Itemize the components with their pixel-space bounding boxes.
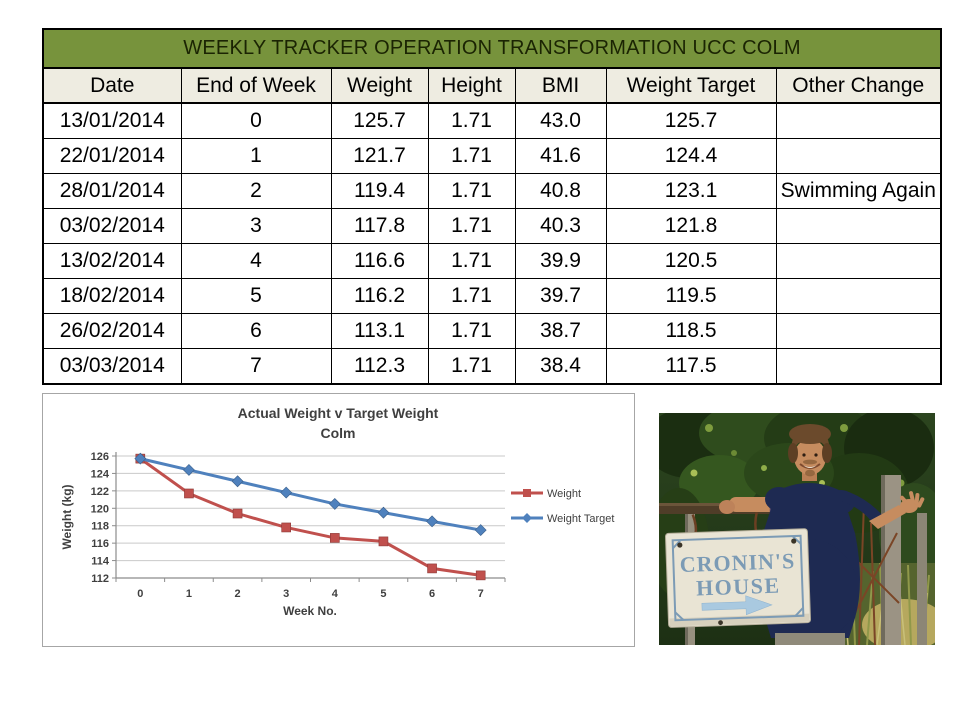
sign-text-line1: CRONIN'S [679, 548, 796, 578]
cell: 123.1 [606, 174, 776, 209]
data-point [329, 498, 340, 509]
table-row [43, 103, 941, 139]
data-point [427, 516, 438, 527]
cell: 39.7 [515, 279, 606, 314]
data-point [232, 476, 243, 487]
cell: 43.0 [515, 103, 606, 139]
table-row [43, 314, 941, 349]
column-header: Weight [331, 68, 428, 103]
cell [776, 103, 941, 139]
chart-subtitle: Colm [320, 425, 356, 441]
cell: 41.6 [515, 139, 606, 174]
x-tick-label: 7 [477, 588, 484, 600]
data-point [330, 533, 339, 542]
man-shorts [775, 633, 845, 645]
cell: 121.8 [606, 209, 776, 244]
cell: 112.3 [331, 349, 428, 385]
cell: 40.3 [515, 209, 606, 244]
table-row [43, 174, 941, 209]
cell: 120.5 [606, 244, 776, 279]
cell: 119.4 [331, 174, 428, 209]
cell: 116.2 [331, 279, 428, 314]
sign-text-line2: HOUSE [695, 572, 781, 601]
cell: 1.71 [428, 209, 515, 244]
cell [776, 139, 941, 174]
y-tick-label: 124 [90, 468, 109, 481]
cell: 118.5 [606, 314, 776, 349]
column-header: End of Week [181, 68, 331, 103]
cell: 116.6 [331, 244, 428, 279]
cell: 117.8 [331, 209, 428, 244]
table-row [43, 244, 941, 279]
cell [776, 244, 941, 279]
cell [776, 314, 941, 349]
photo-illustration [659, 413, 935, 645]
cell: 113.1 [331, 314, 428, 349]
tracker-table [42, 28, 942, 385]
cell: 117.5 [606, 349, 776, 385]
y-tick-label: 122 [90, 485, 109, 498]
x-tick-label: 6 [429, 588, 436, 600]
cell: 7 [181, 349, 331, 385]
cell: 125.7 [606, 103, 776, 139]
data-point [428, 564, 437, 573]
cell: 124.4 [606, 139, 776, 174]
y-tick-label: 116 [91, 538, 109, 551]
cell: 0 [181, 103, 331, 139]
table-row [43, 139, 941, 174]
photo-cronins-house [659, 413, 935, 645]
x-tick-label: 5 [380, 588, 387, 600]
y-tick-label: 120 [90, 503, 109, 516]
data-point [379, 537, 388, 546]
cell: 2 [181, 174, 331, 209]
legend-label-2: Weight Target [547, 513, 615, 525]
cell: 1.71 [428, 174, 515, 209]
cell: 1.71 [428, 349, 515, 385]
cell: 4 [181, 244, 331, 279]
legend-marker [522, 513, 532, 523]
cell: 03/02/2014 [43, 209, 181, 244]
table-row [43, 279, 941, 314]
cell: 38.7 [515, 314, 606, 349]
column-header: Height [428, 68, 515, 103]
cell: 1.71 [428, 103, 515, 139]
cell: 13/01/2014 [43, 103, 181, 139]
column-header: BMI [515, 68, 606, 103]
cell: 13/02/2014 [43, 244, 181, 279]
legend-marker [523, 489, 531, 497]
y-tick-label: 112 [91, 573, 109, 585]
x-tick-label: 2 [234, 588, 241, 600]
y-tick-label: 114 [91, 555, 109, 568]
cell: 6 [181, 314, 331, 349]
weight-chart-svg [43, 394, 632, 644]
cell: 119.5 [606, 279, 776, 314]
cell: 28/01/2014 [43, 174, 181, 209]
cell: 26/02/2014 [43, 314, 181, 349]
x-tick-label: 1 [185, 588, 192, 600]
y-tick-label: 118 [91, 520, 109, 533]
weight-chart [42, 393, 635, 647]
cell: 18/02/2014 [43, 279, 181, 314]
x-axis-label: Week No. [283, 604, 337, 618]
cell: 1.71 [428, 139, 515, 174]
cell: 121.7 [331, 139, 428, 174]
data-point [233, 509, 242, 518]
data-point [476, 571, 485, 580]
cell: 38.4 [515, 349, 606, 385]
cell: 3 [181, 209, 331, 244]
data-point [475, 525, 486, 536]
column-header: Date [43, 68, 181, 103]
cell: 1.71 [428, 314, 515, 349]
cell [776, 349, 941, 385]
data-point [281, 487, 292, 498]
table-title: WEEKLY TRACKER OPERATION TRANSFORMATION UCC COLM [43, 29, 941, 68]
y-axis-label: Weight (kg) [60, 484, 74, 550]
cell: 5 [181, 279, 331, 314]
x-tick-label: 3 [283, 588, 290, 600]
table-title-row [43, 29, 941, 68]
cell [776, 209, 941, 244]
cell: 1.71 [428, 244, 515, 279]
column-header: Other Change [776, 68, 941, 103]
legend-label-1: Weight [547, 488, 582, 500]
man-hand-left [719, 500, 735, 514]
data-point [282, 523, 291, 532]
series-line-weight [140, 459, 480, 576]
cell: 1.71 [428, 279, 515, 314]
column-header: Weight Target [606, 68, 776, 103]
cell: 03/03/2014 [43, 349, 181, 385]
table-header-row [43, 68, 941, 103]
data-point [184, 489, 193, 498]
table-row [43, 209, 941, 244]
y-tick-label: 126 [90, 451, 109, 463]
cell: 40.8 [515, 174, 606, 209]
chart-title: Actual Weight v Target Weight [237, 405, 439, 421]
cell: 22/01/2014 [43, 139, 181, 174]
x-tick-label: 0 [137, 588, 144, 600]
cell: 39.9 [515, 244, 606, 279]
cell: 1 [181, 139, 331, 174]
x-tick-label: 4 [331, 588, 338, 600]
table-row [43, 349, 941, 385]
cell [776, 279, 941, 314]
cell: Swimming Again [776, 174, 941, 209]
data-point [378, 507, 389, 518]
cell: 125.7 [331, 103, 428, 139]
